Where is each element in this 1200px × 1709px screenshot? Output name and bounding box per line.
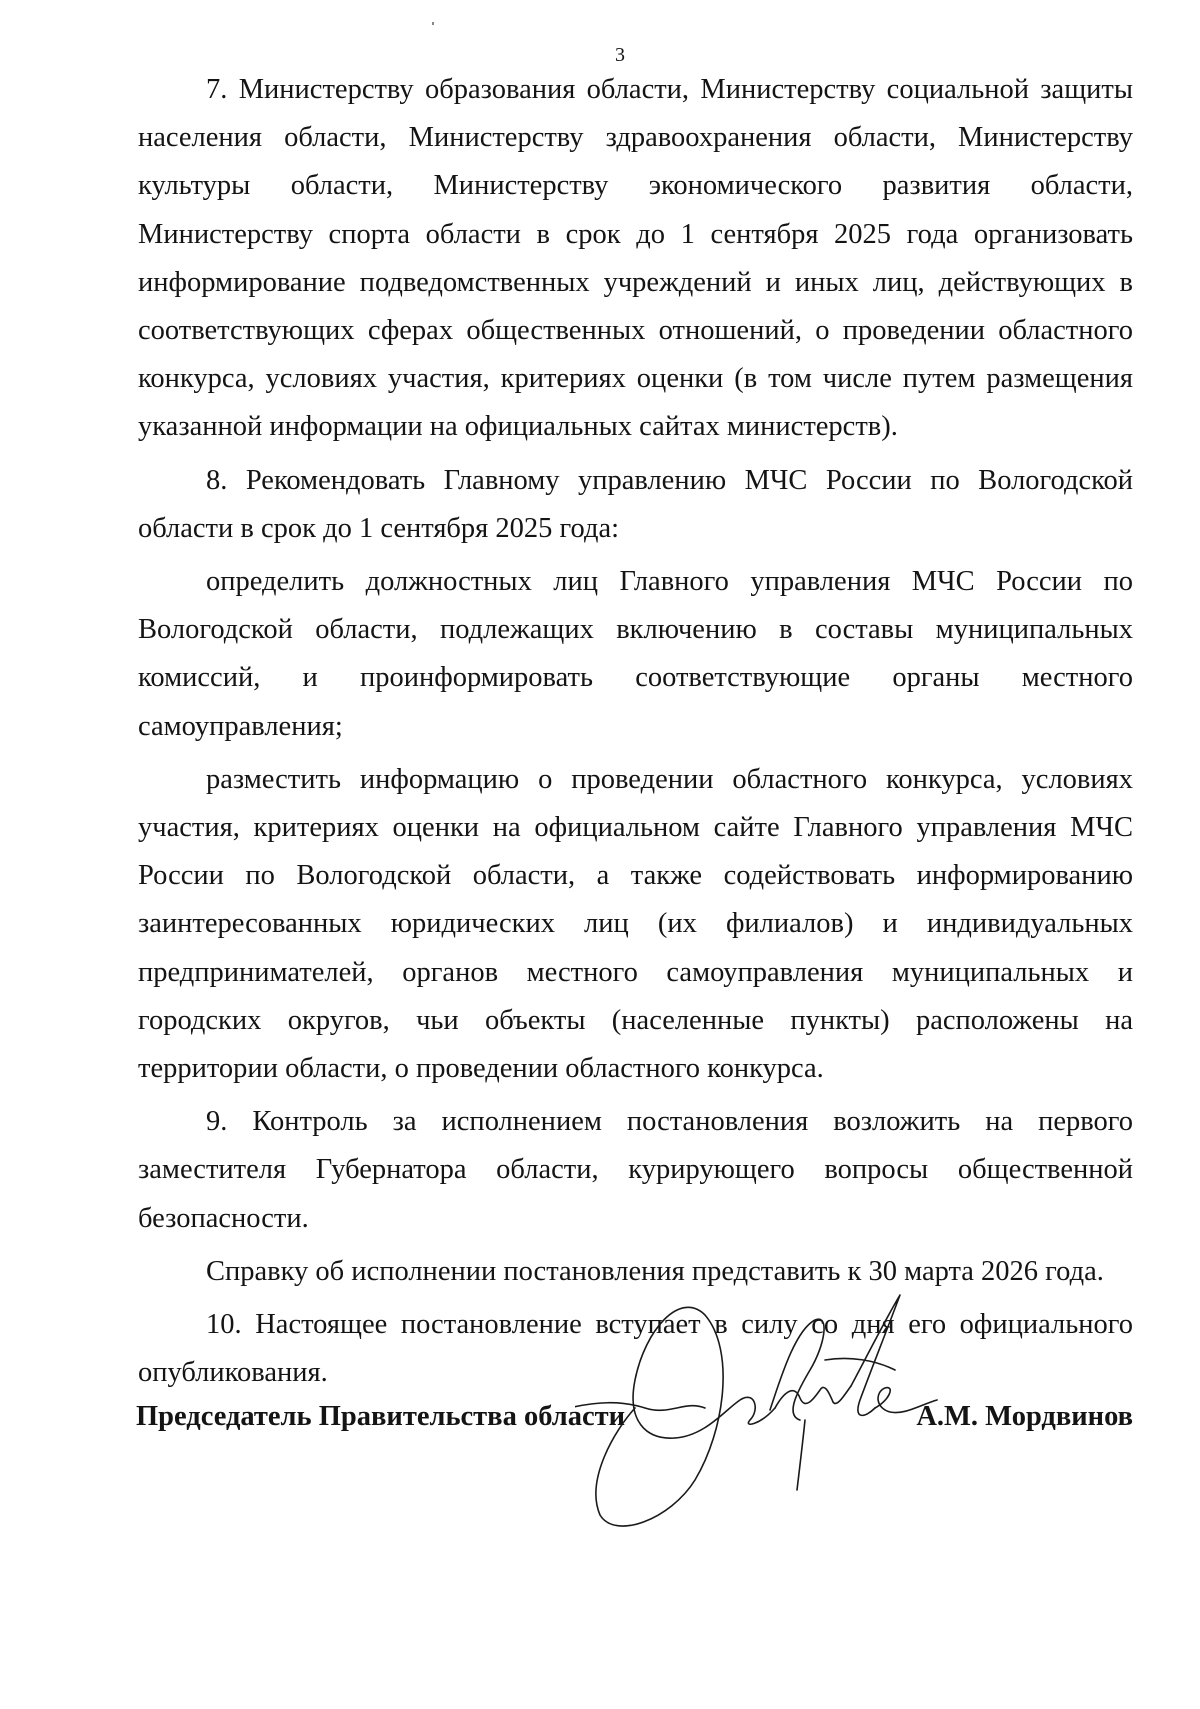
paragraph-item-10: 10. Настоящее постановление вступает в силу со дня его официального опубликования. bbox=[138, 1309, 1133, 1389]
paragraph-report-deadline: Справку об исполнении постановления представить к 30 марта 2026 года. bbox=[206, 1255, 1104, 1287]
paragraph-item-8-sub-1: определить должностных лиц Главного управления МЧС России по Вологодской области, подлежащих включению в составы муниципальных комиссий, и проинформировать соответствующие органы местного самоуправления; bbox=[138, 566, 1133, 742]
paragraph-item-8: 8. Рекомендовать Главному управлению МЧС России по Вологодской области в срок до 1 сентября 2025 года: bbox=[138, 464, 1133, 544]
signer-name: А.М. Мордвинов bbox=[916, 1401, 1133, 1432]
paragraph-item-8-sub-2: разместить информацию о проведении областного конкурса, условиях участия, критериях оценки на официальном сайте Главного управления МЧС России по Вологодской области, а также содействовать информированию заинтересованных юридических лиц (их филиалов) и индивидуальных предпринимателей, органов местного самоуправления муниципальных и городских округов, чьи объекты (населенные пункты) расположены на территории области, о проведении областного конкурса. bbox=[138, 763, 1133, 1085]
signer-title: Председатель Правительства области bbox=[136, 1401, 626, 1432]
scan-speck bbox=[432, 22, 434, 25]
paragraph-item-9: 9. Контроль за исполнением постановления возложить на первого заместителя Губернатора области, курирующего вопросы общественной безопасности. bbox=[138, 1106, 1133, 1234]
paragraph-item-7: 7. Министерству образования области, Министерству социальной защиты населения области, Министерству здравоохранения области, Министерству культуры области, Министерству экономического развития области, Министерству спорта области в срок до 1 сентября 2025 года организовать информирование подведомственных учреждений и иных лиц, действующих в соответствующих сферах общественных отношений, о проведении областного конкурса, условиях участия, критериях оценки (в том числе путем размещения указанной информации на официальных сайтах министерств). bbox=[138, 74, 1133, 443]
handwritten-signature bbox=[575, 1290, 945, 1540]
document-body bbox=[138, 66, 1133, 1402]
page-number: 3 bbox=[615, 44, 625, 66]
